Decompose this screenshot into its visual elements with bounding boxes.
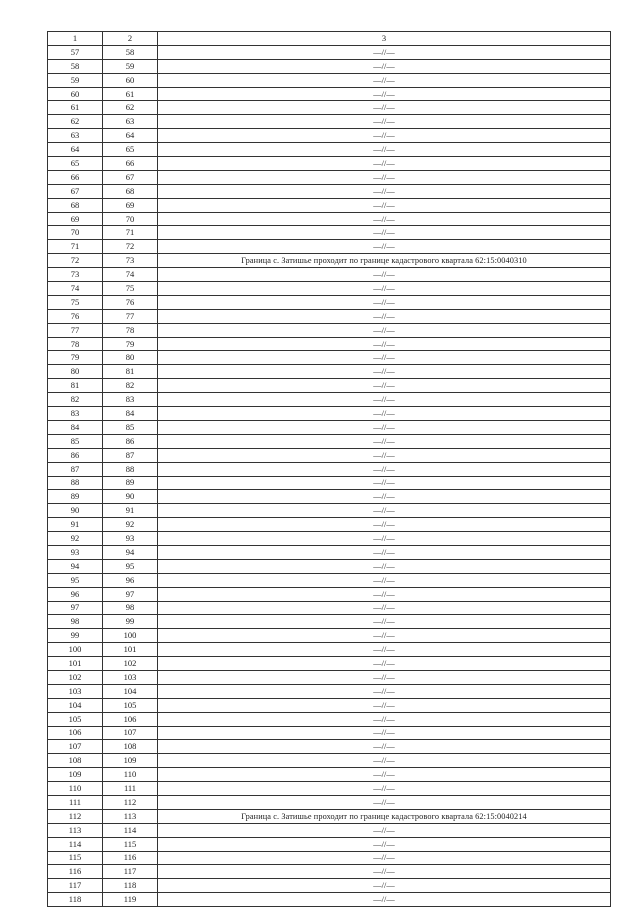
table-row (48, 268, 611, 282)
point-to-cell: 67 (103, 170, 158, 184)
table-row (48, 212, 611, 226)
point-to-cell: 79 (103, 337, 158, 351)
table-row (48, 198, 611, 212)
point-from-cell: 67 (48, 184, 103, 198)
table-row (48, 532, 611, 546)
point-to-cell: 95 (103, 559, 158, 573)
description-cell: —//— (158, 379, 611, 393)
point-to-cell: 118 (103, 879, 158, 893)
point-from-cell: 81 (48, 379, 103, 393)
column-header-2: 2 (103, 32, 158, 46)
table-row (48, 476, 611, 490)
table-row (48, 643, 611, 657)
point-from-cell: 87 (48, 462, 103, 476)
point-from-cell: 76 (48, 309, 103, 323)
description-cell: —//— (158, 573, 611, 587)
description-cell: —//— (158, 157, 611, 171)
table-row (48, 518, 611, 532)
description-cell: —//— (158, 462, 611, 476)
point-to-cell: 87 (103, 448, 158, 462)
point-from-cell: 89 (48, 490, 103, 504)
point-to-cell: 89 (103, 476, 158, 490)
point-from-cell: 115 (48, 851, 103, 865)
point-to-cell: 63 (103, 115, 158, 129)
description-cell: —//— (158, 45, 611, 59)
point-to-cell: 101 (103, 643, 158, 657)
description-cell: —//— (158, 337, 611, 351)
point-from-cell: 78 (48, 337, 103, 351)
point-from-cell: 117 (48, 879, 103, 893)
point-to-cell: 90 (103, 490, 158, 504)
point-to-cell: 108 (103, 740, 158, 754)
table-body (48, 45, 611, 906)
description-cell: —//— (158, 559, 611, 573)
table-row (48, 101, 611, 115)
point-to-cell: 77 (103, 309, 158, 323)
point-from-cell: 102 (48, 670, 103, 684)
point-to-cell: 100 (103, 629, 158, 643)
description-cell: —//— (158, 170, 611, 184)
description-cell: —//— (158, 740, 611, 754)
point-to-cell: 99 (103, 615, 158, 629)
point-from-cell: 96 (48, 587, 103, 601)
point-from-cell: 100 (48, 643, 103, 657)
point-to-cell: 64 (103, 129, 158, 143)
point-from-cell: 63 (48, 129, 103, 143)
point-from-cell: 108 (48, 754, 103, 768)
description-cell: —//— (158, 629, 611, 643)
point-from-cell: 114 (48, 837, 103, 851)
point-from-cell: 116 (48, 865, 103, 879)
point-to-cell: 111 (103, 782, 158, 796)
table-row (48, 448, 611, 462)
point-from-cell: 65 (48, 157, 103, 171)
table-row (48, 698, 611, 712)
point-from-cell: 57 (48, 45, 103, 59)
boundary-points-table (47, 31, 611, 907)
point-to-cell: 106 (103, 712, 158, 726)
point-to-cell: 116 (103, 851, 158, 865)
point-from-cell: 105 (48, 712, 103, 726)
point-to-cell: 61 (103, 87, 158, 101)
table-row (48, 712, 611, 726)
point-from-cell: 109 (48, 768, 103, 782)
table-row (48, 573, 611, 587)
description-cell: —//— (158, 587, 611, 601)
table-row (48, 337, 611, 351)
description-cell: —//— (158, 476, 611, 490)
description-cell: —//— (158, 420, 611, 434)
description-cell: —//— (158, 545, 611, 559)
table-row (48, 73, 611, 87)
table-row (48, 879, 611, 893)
point-from-cell: 60 (48, 87, 103, 101)
point-from-cell: 77 (48, 323, 103, 337)
description-cell: —//— (158, 212, 611, 226)
description-cell: —//— (158, 795, 611, 809)
table-row (48, 768, 611, 782)
point-from-cell: 72 (48, 254, 103, 268)
description-cell: —//— (158, 490, 611, 504)
description-cell: —//— (158, 670, 611, 684)
table-row (48, 157, 611, 171)
point-from-cell: 90 (48, 504, 103, 518)
point-to-cell: 92 (103, 518, 158, 532)
point-from-cell: 85 (48, 434, 103, 448)
point-from-cell: 71 (48, 240, 103, 254)
table-row (48, 115, 611, 129)
point-to-cell: 66 (103, 157, 158, 171)
point-from-cell: 106 (48, 726, 103, 740)
description-cell: —//— (158, 893, 611, 907)
table-row (48, 601, 611, 615)
point-to-cell: 98 (103, 601, 158, 615)
table-row (48, 254, 611, 268)
point-to-cell: 91 (103, 504, 158, 518)
description-cell: —//— (158, 657, 611, 671)
point-from-cell: 118 (48, 893, 103, 907)
description-cell: —//— (158, 295, 611, 309)
point-to-cell: 60 (103, 73, 158, 87)
description-cell: —//— (158, 115, 611, 129)
point-from-cell: 75 (48, 295, 103, 309)
point-from-cell: 110 (48, 782, 103, 796)
description-cell: —//— (158, 73, 611, 87)
table-row (48, 351, 611, 365)
column-header-1: 1 (48, 32, 103, 46)
table-row (48, 851, 611, 865)
point-from-cell: 62 (48, 115, 103, 129)
point-from-cell: 68 (48, 198, 103, 212)
table-row (48, 129, 611, 143)
table-row (48, 309, 611, 323)
description-cell: —//— (158, 393, 611, 407)
table-row (48, 462, 611, 476)
table-row (48, 782, 611, 796)
point-from-cell: 112 (48, 809, 103, 823)
point-from-cell: 58 (48, 59, 103, 73)
description-cell: —//— (158, 643, 611, 657)
description-cell: —//— (158, 143, 611, 157)
point-from-cell: 59 (48, 73, 103, 87)
point-from-cell: 99 (48, 629, 103, 643)
description-cell: —//— (158, 518, 611, 532)
description-cell: —//— (158, 226, 611, 240)
table-row (48, 295, 611, 309)
point-from-cell: 93 (48, 545, 103, 559)
description-cell: Граница с. Затишье проходит по границе кадастрового квартала 62:15:0040214 (158, 809, 611, 823)
table-row (48, 143, 611, 157)
point-to-cell: 83 (103, 393, 158, 407)
table-row (48, 504, 611, 518)
point-from-cell: 83 (48, 407, 103, 421)
table-row (48, 282, 611, 296)
point-to-cell: 58 (103, 45, 158, 59)
description-cell: —//— (158, 282, 611, 296)
point-to-cell: 113 (103, 809, 158, 823)
description-cell: —//— (158, 101, 611, 115)
point-to-cell: 65 (103, 143, 158, 157)
table-row (48, 407, 611, 421)
point-from-cell: 61 (48, 101, 103, 115)
table-row (48, 629, 611, 643)
point-to-cell: 86 (103, 434, 158, 448)
point-to-cell: 117 (103, 865, 158, 879)
table-row (48, 434, 611, 448)
description-cell: —//— (158, 198, 611, 212)
point-to-cell: 80 (103, 351, 158, 365)
point-to-cell: 82 (103, 379, 158, 393)
description-cell: —//— (158, 851, 611, 865)
table-row (48, 670, 611, 684)
point-from-cell: 97 (48, 601, 103, 615)
description-cell: —//— (158, 434, 611, 448)
point-to-cell: 103 (103, 670, 158, 684)
point-to-cell: 96 (103, 573, 158, 587)
description-cell: —//— (158, 712, 611, 726)
description-cell: —//— (158, 532, 611, 546)
point-from-cell: 95 (48, 573, 103, 587)
table-row (48, 365, 611, 379)
point-to-cell: 107 (103, 726, 158, 740)
description-cell: —//— (158, 184, 611, 198)
table-row (48, 240, 611, 254)
point-to-cell: 105 (103, 698, 158, 712)
point-to-cell: 62 (103, 101, 158, 115)
point-to-cell: 88 (103, 462, 158, 476)
table-row (48, 615, 611, 629)
point-to-cell: 70 (103, 212, 158, 226)
table-row (48, 837, 611, 851)
description-cell: —//— (158, 365, 611, 379)
table-row (48, 379, 611, 393)
header-row (48, 32, 611, 46)
table-row (48, 657, 611, 671)
point-from-cell: 111 (48, 795, 103, 809)
point-to-cell: 119 (103, 893, 158, 907)
point-from-cell: 88 (48, 476, 103, 490)
description-cell: —//— (158, 879, 611, 893)
description-cell: —//— (158, 726, 611, 740)
table-row (48, 184, 611, 198)
description-cell: —//— (158, 268, 611, 282)
description-cell: —//— (158, 129, 611, 143)
description-cell: —//— (158, 782, 611, 796)
table-row (48, 170, 611, 184)
point-to-cell: 102 (103, 657, 158, 671)
table-row (48, 545, 611, 559)
description-cell: —//— (158, 309, 611, 323)
point-to-cell: 97 (103, 587, 158, 601)
point-to-cell: 74 (103, 268, 158, 282)
table-row (48, 795, 611, 809)
point-to-cell: 73 (103, 254, 158, 268)
description-cell: —//— (158, 823, 611, 837)
table-row (48, 809, 611, 823)
point-to-cell: 112 (103, 795, 158, 809)
table-row (48, 823, 611, 837)
description-cell: —//— (158, 754, 611, 768)
table-row (48, 754, 611, 768)
description-cell: —//— (158, 504, 611, 518)
point-to-cell: 110 (103, 768, 158, 782)
table-row (48, 45, 611, 59)
point-to-cell: 81 (103, 365, 158, 379)
column-header-3: 3 (158, 32, 611, 46)
point-from-cell: 98 (48, 615, 103, 629)
point-from-cell: 70 (48, 226, 103, 240)
table-row (48, 587, 611, 601)
description-cell: Граница с. Затишье проходит по границе кадастрового квартала 62:15:0040310 (158, 254, 611, 268)
point-to-cell: 94 (103, 545, 158, 559)
point-from-cell: 86 (48, 448, 103, 462)
table-row (48, 490, 611, 504)
table-row (48, 420, 611, 434)
table-row (48, 740, 611, 754)
point-to-cell: 68 (103, 184, 158, 198)
point-to-cell: 93 (103, 532, 158, 546)
point-from-cell: 80 (48, 365, 103, 379)
description-cell: —//— (158, 684, 611, 698)
table-row (48, 59, 611, 73)
description-cell: —//— (158, 448, 611, 462)
point-to-cell: 78 (103, 323, 158, 337)
description-cell: —//— (158, 698, 611, 712)
point-from-cell: 107 (48, 740, 103, 754)
point-from-cell: 64 (48, 143, 103, 157)
point-from-cell: 73 (48, 268, 103, 282)
description-cell: —//— (158, 601, 611, 615)
point-from-cell: 69 (48, 212, 103, 226)
point-from-cell: 79 (48, 351, 103, 365)
point-to-cell: 76 (103, 295, 158, 309)
point-from-cell: 82 (48, 393, 103, 407)
point-from-cell: 84 (48, 420, 103, 434)
point-to-cell: 104 (103, 684, 158, 698)
table-row (48, 87, 611, 101)
point-from-cell: 92 (48, 532, 103, 546)
point-from-cell: 103 (48, 684, 103, 698)
description-cell: —//— (158, 59, 611, 73)
description-cell: —//— (158, 615, 611, 629)
description-cell: —//— (158, 865, 611, 879)
description-cell: —//— (158, 768, 611, 782)
point-from-cell: 66 (48, 170, 103, 184)
table-row (48, 393, 611, 407)
table-header (48, 32, 611, 46)
description-cell: —//— (158, 87, 611, 101)
table-row (48, 726, 611, 740)
description-cell: —//— (158, 351, 611, 365)
description-cell: —//— (158, 323, 611, 337)
point-from-cell: 91 (48, 518, 103, 532)
table-row (48, 323, 611, 337)
point-from-cell: 101 (48, 657, 103, 671)
description-cell: —//— (158, 837, 611, 851)
description-cell: —//— (158, 407, 611, 421)
table-row (48, 684, 611, 698)
point-from-cell: 113 (48, 823, 103, 837)
table-row (48, 559, 611, 573)
point-to-cell: 115 (103, 837, 158, 851)
table-row (48, 865, 611, 879)
point-to-cell: 75 (103, 282, 158, 296)
point-to-cell: 114 (103, 823, 158, 837)
point-to-cell: 109 (103, 754, 158, 768)
point-from-cell: 104 (48, 698, 103, 712)
point-to-cell: 72 (103, 240, 158, 254)
table-row (48, 226, 611, 240)
point-to-cell: 84 (103, 407, 158, 421)
point-from-cell: 74 (48, 282, 103, 296)
description-cell: —//— (158, 240, 611, 254)
point-to-cell: 71 (103, 226, 158, 240)
point-to-cell: 59 (103, 59, 158, 73)
point-to-cell: 69 (103, 198, 158, 212)
point-to-cell: 85 (103, 420, 158, 434)
point-from-cell: 94 (48, 559, 103, 573)
